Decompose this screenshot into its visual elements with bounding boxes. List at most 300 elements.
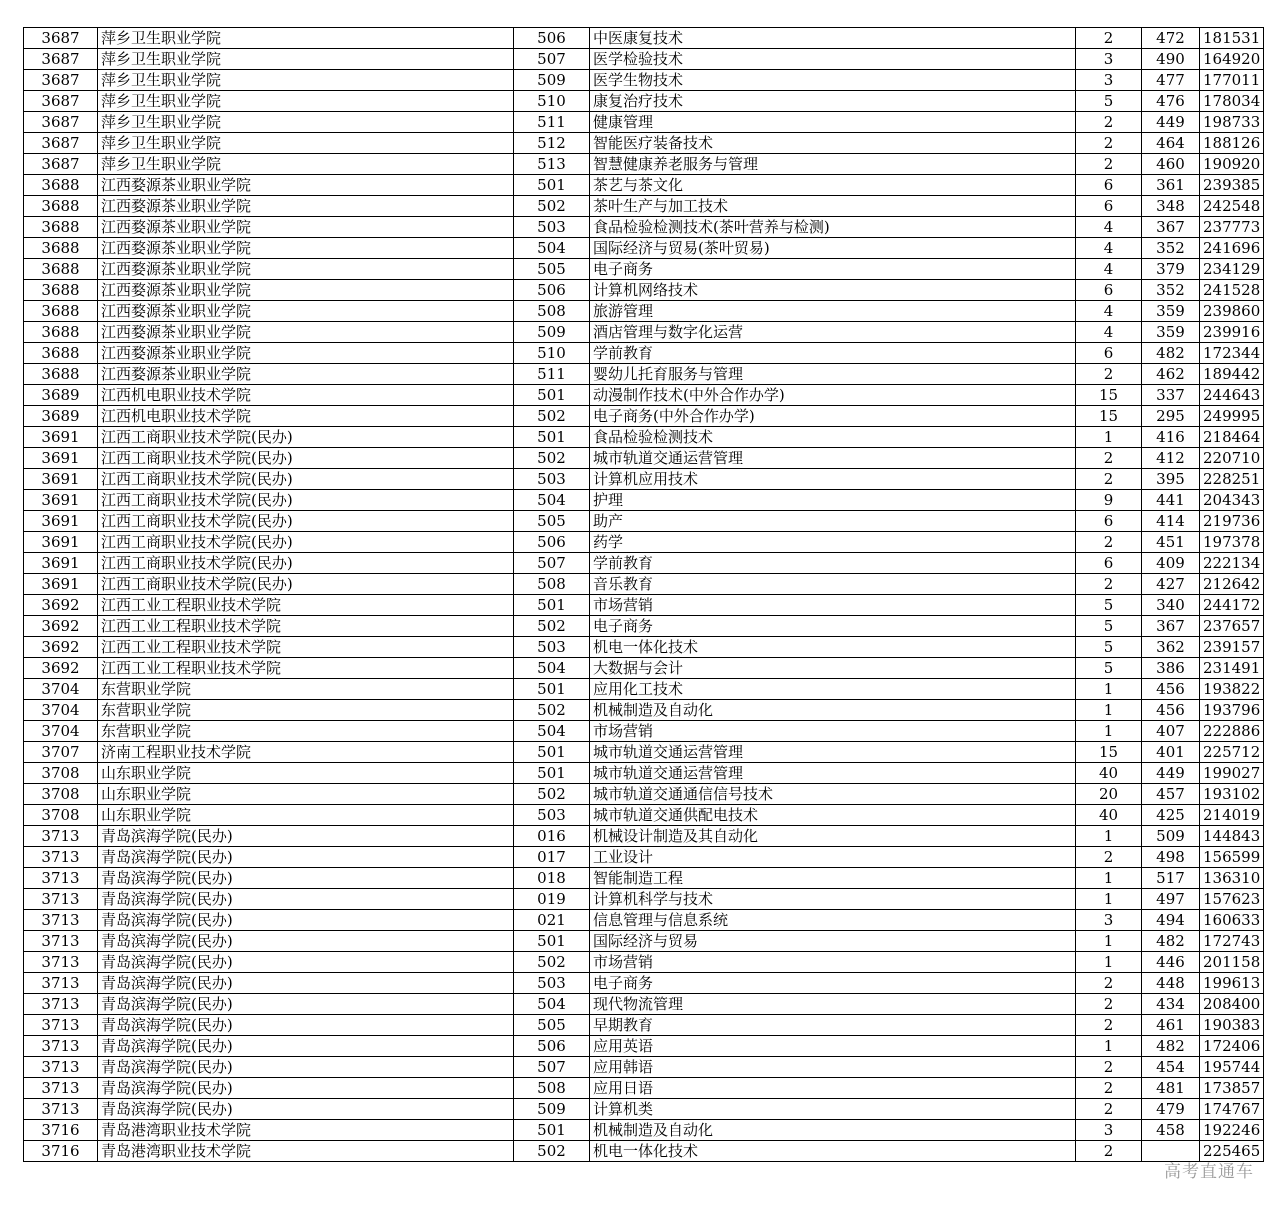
- major-name-cell: 国际经济与贸易: [590, 931, 1076, 952]
- plan-count-cell: 20: [1076, 784, 1142, 805]
- school-name-cell: 青岛滨海学院(民办): [98, 973, 514, 994]
- min-rank-cell: 189442: [1200, 364, 1264, 385]
- major-name-cell: 计算机网络技术: [590, 280, 1076, 301]
- school-name-cell: 青岛滨海学院(民办): [98, 952, 514, 973]
- major-code-cell: 503: [514, 469, 590, 490]
- school-code-cell: 3713: [24, 1099, 98, 1120]
- min-rank-cell: 239157: [1200, 637, 1264, 658]
- school-name-cell: 青岛滨海学院(民办): [98, 931, 514, 952]
- major-name-cell: 健康管理: [590, 112, 1076, 133]
- min-score-cell: 464: [1142, 133, 1200, 154]
- min-score-cell: 494: [1142, 910, 1200, 931]
- school-code-cell: 3687: [24, 133, 98, 154]
- min-rank-cell: 219736: [1200, 511, 1264, 532]
- table-row: [24, 469, 1264, 490]
- table-row: [24, 553, 1264, 574]
- min-score-cell: 386: [1142, 658, 1200, 679]
- plan-count-cell: 2: [1076, 133, 1142, 154]
- major-name-cell: 音乐教育: [590, 574, 1076, 595]
- major-name-cell: 机械设计制造及其自动化: [590, 826, 1076, 847]
- min-score-cell: 449: [1142, 763, 1200, 784]
- school-name-cell: 青岛滨海学院(民办): [98, 1036, 514, 1057]
- table-row: [24, 112, 1264, 133]
- table-row: [24, 406, 1264, 427]
- min-rank-cell: 212642: [1200, 574, 1264, 595]
- min-score-cell: 472: [1142, 28, 1200, 49]
- school-name-cell: 江西婺源茶业职业学院: [98, 259, 514, 280]
- table-row: [24, 91, 1264, 112]
- plan-count-cell: 1: [1076, 952, 1142, 973]
- major-code-cell: 502: [514, 406, 590, 427]
- school-name-cell: 济南工程职业技术学院: [98, 742, 514, 763]
- major-name-cell: 工业设计: [590, 847, 1076, 868]
- min-rank-cell: 174767: [1200, 1099, 1264, 1120]
- min-rank-cell: 222134: [1200, 553, 1264, 574]
- min-score-cell: 460: [1142, 154, 1200, 175]
- school-code-cell: 3687: [24, 91, 98, 112]
- table-row: [24, 1099, 1264, 1120]
- plan-count-cell: 5: [1076, 637, 1142, 658]
- school-name-cell: 东营职业学院: [98, 679, 514, 700]
- school-name-cell: 青岛滨海学院(民办): [98, 1057, 514, 1078]
- school-name-cell: 江西工商职业技术学院(民办): [98, 553, 514, 574]
- school-code-cell: 3713: [24, 889, 98, 910]
- school-name-cell: 江西工商职业技术学院(民办): [98, 532, 514, 553]
- school-code-cell: 3688: [24, 322, 98, 343]
- min-score-cell: 517: [1142, 868, 1200, 889]
- major-name-cell: 学前教育: [590, 553, 1076, 574]
- major-name-cell: 城市轨道交通运营管理: [590, 742, 1076, 763]
- min-score-cell: 454: [1142, 1057, 1200, 1078]
- major-name-cell: 电子商务: [590, 973, 1076, 994]
- plan-count-cell: 15: [1076, 742, 1142, 763]
- min-rank-cell: 239860: [1200, 301, 1264, 322]
- min-score-cell: 481: [1142, 1078, 1200, 1099]
- school-name-cell: 山东职业学院: [98, 763, 514, 784]
- major-code-cell: 502: [514, 700, 590, 721]
- school-name-cell: 江西工业工程职业技术学院: [98, 637, 514, 658]
- table-row: [24, 133, 1264, 154]
- school-code-cell: 3708: [24, 784, 98, 805]
- major-name-cell: 计算机科学与技术: [590, 889, 1076, 910]
- min-rank-cell: 222886: [1200, 721, 1264, 742]
- school-name-cell: 青岛滨海学院(民办): [98, 1015, 514, 1036]
- major-code-cell: 505: [514, 511, 590, 532]
- school-code-cell: 3691: [24, 448, 98, 469]
- plan-count-cell: 2: [1076, 574, 1142, 595]
- major-name-cell: 学前教育: [590, 343, 1076, 364]
- major-name-cell: 城市轨道交通供配电技术: [590, 805, 1076, 826]
- min-rank-cell: 164920: [1200, 49, 1264, 70]
- plan-count-cell: 4: [1076, 238, 1142, 259]
- plan-count-cell: 5: [1076, 595, 1142, 616]
- watermark: 高考直通车: [1164, 1162, 1254, 1182]
- plan-count-cell: 40: [1076, 805, 1142, 826]
- min-rank-cell: 249995: [1200, 406, 1264, 427]
- min-rank-cell: 190920: [1200, 154, 1264, 175]
- min-rank-cell: 242548: [1200, 196, 1264, 217]
- major-name-cell: 医学检验技术: [590, 49, 1076, 70]
- major-code-cell: 511: [514, 112, 590, 133]
- major-code-cell: 506: [514, 532, 590, 553]
- major-name-cell: 城市轨道交通通信信号技术: [590, 784, 1076, 805]
- major-code-cell: 501: [514, 595, 590, 616]
- min-rank-cell: 237773: [1200, 217, 1264, 238]
- table-row: [24, 217, 1264, 238]
- school-name-cell: 山东职业学院: [98, 784, 514, 805]
- school-name-cell: 江西工业工程职业技术学院: [98, 616, 514, 637]
- min-score-cell: 362: [1142, 637, 1200, 658]
- plan-count-cell: 4: [1076, 259, 1142, 280]
- min-rank-cell: 197378: [1200, 532, 1264, 553]
- min-score-cell: 451: [1142, 532, 1200, 553]
- plan-count-cell: 40: [1076, 763, 1142, 784]
- major-code-cell: 507: [514, 49, 590, 70]
- plan-count-cell: 2: [1076, 1099, 1142, 1120]
- plan-count-cell: 3: [1076, 49, 1142, 70]
- table-row: [24, 700, 1264, 721]
- school-name-cell: 江西婺源茶业职业学院: [98, 217, 514, 238]
- major-code-cell: 506: [514, 1036, 590, 1057]
- min-score-cell: 425: [1142, 805, 1200, 826]
- major-code-cell: 503: [514, 973, 590, 994]
- table-row: [24, 910, 1264, 931]
- school-code-cell: 3688: [24, 259, 98, 280]
- school-code-cell: 3692: [24, 616, 98, 637]
- school-name-cell: 萍乡卫生职业学院: [98, 49, 514, 70]
- school-name-cell: 青岛港湾职业技术学院: [98, 1120, 514, 1141]
- school-code-cell: 3713: [24, 1078, 98, 1099]
- school-code-cell: 3713: [24, 931, 98, 952]
- major-name-cell: 助产: [590, 511, 1076, 532]
- table-row: [24, 385, 1264, 406]
- min-score-cell: 379: [1142, 259, 1200, 280]
- plan-count-cell: 2: [1076, 1078, 1142, 1099]
- plan-count-cell: 1: [1076, 679, 1142, 700]
- school-code-cell: 3713: [24, 994, 98, 1015]
- major-code-cell: 501: [514, 175, 590, 196]
- school-name-cell: 青岛滨海学院(民办): [98, 868, 514, 889]
- min-score-cell: 337: [1142, 385, 1200, 406]
- table-row: [24, 763, 1264, 784]
- min-rank-cell: 178034: [1200, 91, 1264, 112]
- major-code-cell: 016: [514, 826, 590, 847]
- school-name-cell: 青岛滨海学院(民办): [98, 826, 514, 847]
- school-name-cell: 青岛滨海学院(民办): [98, 889, 514, 910]
- plan-count-cell: 4: [1076, 301, 1142, 322]
- plan-count-cell: 2: [1076, 112, 1142, 133]
- major-code-cell: 510: [514, 343, 590, 364]
- min-score-cell: 482: [1142, 1036, 1200, 1057]
- school-name-cell: 萍乡卫生职业学院: [98, 28, 514, 49]
- major-code-cell: 513: [514, 154, 590, 175]
- table-row: [24, 154, 1264, 175]
- table-row: [24, 805, 1264, 826]
- min-rank-cell: 198733: [1200, 112, 1264, 133]
- major-code-cell: 019: [514, 889, 590, 910]
- plan-count-cell: 1: [1076, 889, 1142, 910]
- school-name-cell: 江西工商职业技术学院(民办): [98, 574, 514, 595]
- min-score-cell: 340: [1142, 595, 1200, 616]
- table-row: [24, 1078, 1264, 1099]
- school-name-cell: 江西机电职业技术学院: [98, 385, 514, 406]
- major-code-cell: 509: [514, 70, 590, 91]
- major-code-cell: 503: [514, 217, 590, 238]
- school-code-cell: 3687: [24, 154, 98, 175]
- school-code-cell: 3687: [24, 49, 98, 70]
- major-name-cell: 食品检验检测技术(茶叶营养与检测): [590, 217, 1076, 238]
- major-code-cell: 501: [514, 679, 590, 700]
- school-code-cell: 3713: [24, 1015, 98, 1036]
- school-code-cell: 3713: [24, 868, 98, 889]
- major-name-cell: 智慧健康养老服务与管理: [590, 154, 1076, 175]
- school-code-cell: 3704: [24, 679, 98, 700]
- major-code-cell: 509: [514, 1099, 590, 1120]
- major-code-cell: 512: [514, 133, 590, 154]
- table-row: [24, 952, 1264, 973]
- plan-count-cell: 2: [1076, 532, 1142, 553]
- school-code-cell: 3689: [24, 406, 98, 427]
- major-code-cell: 501: [514, 1120, 590, 1141]
- table-row: [24, 868, 1264, 889]
- min-rank-cell: 204343: [1200, 490, 1264, 511]
- min-score-cell: 476: [1142, 91, 1200, 112]
- min-rank-cell: 241696: [1200, 238, 1264, 259]
- school-name-cell: 青岛滨海学院(民办): [98, 910, 514, 931]
- major-name-cell: 动漫制作技术(中外合作办学): [590, 385, 1076, 406]
- table-row: [24, 679, 1264, 700]
- school-code-cell: 3691: [24, 490, 98, 511]
- min-score-cell: 458: [1142, 1120, 1200, 1141]
- min-rank-cell: 225712: [1200, 742, 1264, 763]
- major-name-cell: 旅游管理: [590, 301, 1076, 322]
- plan-count-cell: 2: [1076, 994, 1142, 1015]
- major-name-cell: 机械制造及自动化: [590, 700, 1076, 721]
- school-name-cell: 江西婺源茶业职业学院: [98, 364, 514, 385]
- table-row: [24, 511, 1264, 532]
- table-row: [24, 175, 1264, 196]
- min-rank-cell: 177011: [1200, 70, 1264, 91]
- major-name-cell: 茶叶生产与加工技术: [590, 196, 1076, 217]
- school-code-cell: 3688: [24, 217, 98, 238]
- major-code-cell: 504: [514, 721, 590, 742]
- major-code-cell: 501: [514, 385, 590, 406]
- school-code-cell: 3691: [24, 553, 98, 574]
- min-rank-cell: 234129: [1200, 259, 1264, 280]
- major-code-cell: 507: [514, 1057, 590, 1078]
- min-score-cell: 477: [1142, 70, 1200, 91]
- major-name-cell: 早期教育: [590, 1015, 1076, 1036]
- plan-count-cell: 6: [1076, 343, 1142, 364]
- table-row: [24, 826, 1264, 847]
- plan-count-cell: 3: [1076, 1120, 1142, 1141]
- min-score-cell: 479: [1142, 1099, 1200, 1120]
- school-code-cell: 3688: [24, 364, 98, 385]
- min-score-cell: 434: [1142, 994, 1200, 1015]
- table-row: [24, 973, 1264, 994]
- min-score-cell: 367: [1142, 616, 1200, 637]
- min-rank-cell: 218464: [1200, 427, 1264, 448]
- min-score-cell: 497: [1142, 889, 1200, 910]
- min-score-cell: 352: [1142, 238, 1200, 259]
- school-code-cell: 3691: [24, 532, 98, 553]
- table-row: [24, 1036, 1264, 1057]
- school-code-cell: 3691: [24, 574, 98, 595]
- table-row: [24, 658, 1264, 679]
- table-row: [24, 847, 1264, 868]
- school-code-cell: 3708: [24, 763, 98, 784]
- plan-count-cell: 4: [1076, 217, 1142, 238]
- major-code-cell: 502: [514, 196, 590, 217]
- major-name-cell: 电子商务: [590, 259, 1076, 280]
- min-rank-cell: 190383: [1200, 1015, 1264, 1036]
- school-code-cell: 3707: [24, 742, 98, 763]
- min-rank-cell: 228251: [1200, 469, 1264, 490]
- major-code-cell: 504: [514, 238, 590, 259]
- school-code-cell: 3704: [24, 700, 98, 721]
- min-score-cell: 412: [1142, 448, 1200, 469]
- major-code-cell: 502: [514, 784, 590, 805]
- min-rank-cell: 220710: [1200, 448, 1264, 469]
- table-row: [24, 574, 1264, 595]
- min-rank-cell: 199613: [1200, 973, 1264, 994]
- min-score-cell: 482: [1142, 931, 1200, 952]
- school-name-cell: 青岛滨海学院(民办): [98, 847, 514, 868]
- table-row: [24, 889, 1264, 910]
- table-row: [24, 1057, 1264, 1078]
- school-code-cell: 3713: [24, 1036, 98, 1057]
- major-code-cell: 508: [514, 301, 590, 322]
- min-rank-cell: 172406: [1200, 1036, 1264, 1057]
- min-score-cell: 401: [1142, 742, 1200, 763]
- major-name-cell: 医学生物技术: [590, 70, 1076, 91]
- major-code-cell: 505: [514, 1015, 590, 1036]
- major-code-cell: 502: [514, 1141, 590, 1162]
- min-rank-cell: 231491: [1200, 658, 1264, 679]
- school-code-cell: 3688: [24, 238, 98, 259]
- school-code-cell: 3713: [24, 910, 98, 931]
- major-name-cell: 应用韩语: [590, 1057, 1076, 1078]
- school-code-cell: 3704: [24, 721, 98, 742]
- major-code-cell: 507: [514, 553, 590, 574]
- major-name-cell: 市场营销: [590, 595, 1076, 616]
- major-code-cell: 509: [514, 322, 590, 343]
- school-code-cell: 3687: [24, 70, 98, 91]
- min-rank-cell: 160633: [1200, 910, 1264, 931]
- major-code-cell: 018: [514, 868, 590, 889]
- table-row: [24, 259, 1264, 280]
- plan-count-cell: 3: [1076, 70, 1142, 91]
- table-row: [24, 70, 1264, 91]
- major-name-cell: 药学: [590, 532, 1076, 553]
- school-name-cell: 江西工商职业技术学院(民办): [98, 469, 514, 490]
- min-score-cell: 449: [1142, 112, 1200, 133]
- school-name-cell: 江西婺源茶业职业学院: [98, 301, 514, 322]
- plan-count-cell: 6: [1076, 511, 1142, 532]
- min-score-cell: 509: [1142, 826, 1200, 847]
- school-code-cell: 3691: [24, 427, 98, 448]
- school-code-cell: 3708: [24, 805, 98, 826]
- major-code-cell: 501: [514, 427, 590, 448]
- major-name-cell: 酒店管理与数字化运营: [590, 322, 1076, 343]
- min-rank-cell: 244172: [1200, 595, 1264, 616]
- plan-count-cell: 2: [1076, 364, 1142, 385]
- table-row: [24, 784, 1264, 805]
- min-score-cell: 359: [1142, 301, 1200, 322]
- school-name-cell: 江西工商职业技术学院(民办): [98, 448, 514, 469]
- min-rank-cell: 172344: [1200, 343, 1264, 364]
- min-rank-cell: 199027: [1200, 763, 1264, 784]
- school-name-cell: 青岛滨海学院(民办): [98, 1078, 514, 1099]
- major-code-cell: 501: [514, 763, 590, 784]
- school-code-cell: 3687: [24, 112, 98, 133]
- major-name-cell: 康复治疗技术: [590, 91, 1076, 112]
- school-name-cell: 萍乡卫生职业学院: [98, 133, 514, 154]
- major-code-cell: 511: [514, 364, 590, 385]
- plan-count-cell: 1: [1076, 1036, 1142, 1057]
- school-code-cell: 3688: [24, 343, 98, 364]
- min-score-cell: 448: [1142, 973, 1200, 994]
- table-row: [24, 595, 1264, 616]
- min-rank-cell: 193796: [1200, 700, 1264, 721]
- plan-count-cell: 5: [1076, 616, 1142, 637]
- major-code-cell: 505: [514, 259, 590, 280]
- plan-count-cell: 2: [1076, 448, 1142, 469]
- min-score-cell: 482: [1142, 343, 1200, 364]
- table-row: [24, 532, 1264, 553]
- table-row: [24, 637, 1264, 658]
- plan-count-cell: 6: [1076, 553, 1142, 574]
- plan-count-cell: 2: [1076, 28, 1142, 49]
- table-row: [24, 721, 1264, 742]
- major-code-cell: 502: [514, 952, 590, 973]
- school-name-cell: 江西婺源茶业职业学院: [98, 196, 514, 217]
- min-rank-cell: 239916: [1200, 322, 1264, 343]
- school-code-cell: 3713: [24, 847, 98, 868]
- major-name-cell: 机电一体化技术: [590, 1141, 1076, 1162]
- major-code-cell: 508: [514, 1078, 590, 1099]
- min-score-cell: 352: [1142, 280, 1200, 301]
- school-name-cell: 江西婺源茶业职业学院: [98, 280, 514, 301]
- school-name-cell: 东营职业学院: [98, 721, 514, 742]
- school-name-cell: 萍乡卫生职业学院: [98, 91, 514, 112]
- school-name-cell: 江西工业工程职业技术学院: [98, 595, 514, 616]
- table-row: [24, 1141, 1264, 1162]
- major-name-cell: 现代物流管理: [590, 994, 1076, 1015]
- plan-count-cell: 1: [1076, 427, 1142, 448]
- table-row: [24, 196, 1264, 217]
- school-name-cell: 萍乡卫生职业学院: [98, 112, 514, 133]
- major-name-cell: 电子商务: [590, 616, 1076, 637]
- min-score-cell: 395: [1142, 469, 1200, 490]
- major-name-cell: 茶艺与茶文化: [590, 175, 1076, 196]
- min-score-cell: 446: [1142, 952, 1200, 973]
- min-rank-cell: 192246: [1200, 1120, 1264, 1141]
- major-code-cell: 502: [514, 448, 590, 469]
- min-score-cell: 441: [1142, 490, 1200, 511]
- school-name-cell: 萍乡卫生职业学院: [98, 154, 514, 175]
- plan-count-cell: 2: [1076, 847, 1142, 868]
- school-name-cell: 江西工商职业技术学院(民办): [98, 427, 514, 448]
- major-name-cell: 计算机类: [590, 1099, 1076, 1120]
- school-name-cell: 江西婺源茶业职业学院: [98, 322, 514, 343]
- school-name-cell: 江西工业工程职业技术学院: [98, 658, 514, 679]
- plan-count-cell: 5: [1076, 91, 1142, 112]
- min-score-cell: 427: [1142, 574, 1200, 595]
- plan-count-cell: 2: [1076, 154, 1142, 175]
- major-name-cell: 智能医疗装备技术: [590, 133, 1076, 154]
- school-code-cell: 3713: [24, 952, 98, 973]
